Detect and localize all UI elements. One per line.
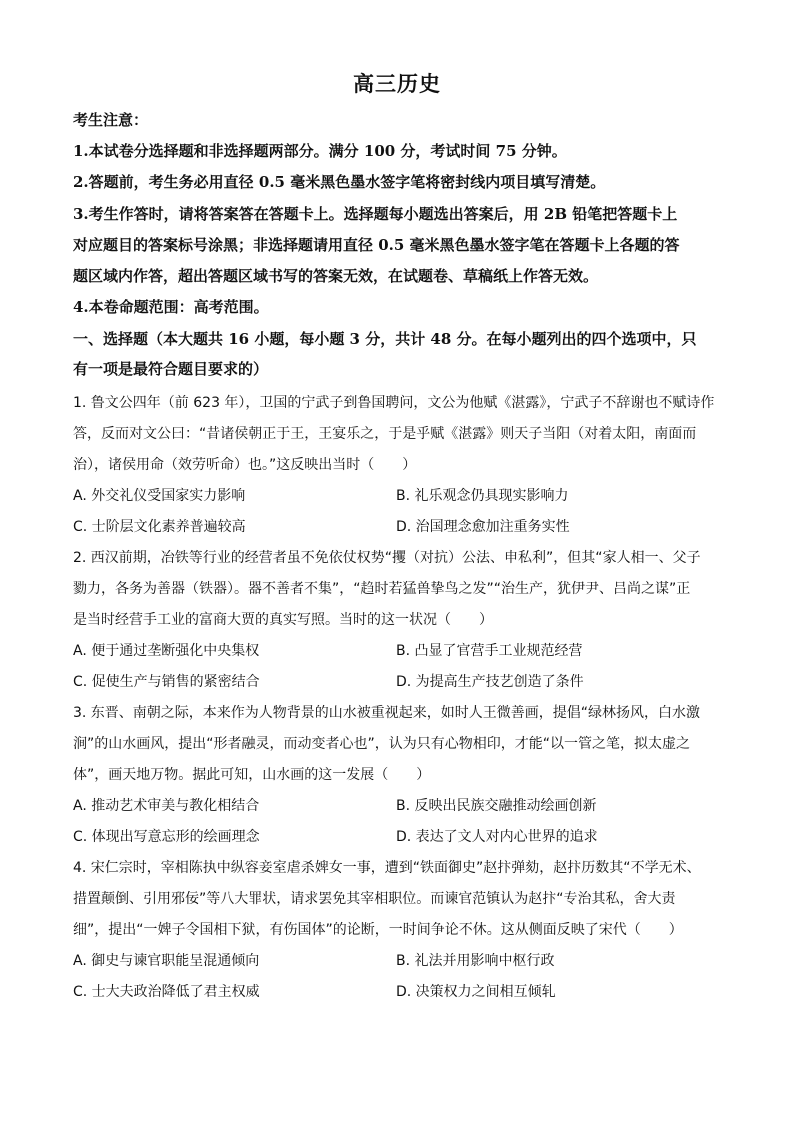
- question-1-option-b: B. 礼乐观念仍具现实影响力: [396, 488, 569, 504]
- question-2-option-c: C. 促使生产与销售的紧密结合: [73, 674, 260, 690]
- question-4-text: 细”，提出“一婢子令国相下狱，有伤国体”的论断，一时间争论不休。这从侧面反映了宋代（ ）: [73, 922, 683, 938]
- question-3-option-a: A. 推动艺术审美与教化相结合: [73, 798, 260, 814]
- question-1-text: 治），诸侯用命（效劳听命）也。”这反映出当时（ ）: [73, 457, 417, 473]
- section-heading: 有一项是最符合题目要求的）: [73, 360, 269, 378]
- question-3-option-b: B. 反映出民族交融推动绘画创新: [396, 798, 597, 814]
- question-4-option-a: A. 御史与谏官职能呈混通倾向: [73, 953, 260, 969]
- question-3-text: 涧”的山水画风，提出“形者融灵，而动变者心也”，认为只有心物相印，才能“以一管之笔，拟太虚之: [73, 736, 691, 752]
- question-2-option-a: A. 便于通过垄断强化中央集权: [73, 643, 260, 659]
- question-1-text: 1. 鲁文公四年（前 623 年），卫国的宁武子到鲁国聘问，文公为他赋《湛露》，宁武子不辞谢也不赋诗作: [73, 395, 715, 411]
- notice-line: 对应题目的答案标号涂黑；非选择题请用直径 0.5 毫米黑色墨水签字笔在答题卡上各题的答: [73, 236, 680, 254]
- notice-line: 题区域内作答，超出答题区域书写的答案无效，在试题卷、草稿纸上作答无效。: [73, 267, 599, 285]
- question-4-text: 4. 宋仁宗时，宰相陈执中纵容妾室虐杀婢女一事，遭到“铁面御史”赵抃弹劾，赵抃历数其“不学无术、: [73, 860, 701, 876]
- notice-line: 1.本试卷分选择题和非选择题两部分。满分 100 分，考试时间 75 分钟。: [73, 142, 567, 160]
- question-1-option-d: D. 治国理念愈加注重务实性: [396, 519, 570, 535]
- question-1-option-a: A. 外交礼仪受国家实力影响: [73, 488, 246, 504]
- question-3-text: 体”，画天地万物。据此可知，山水画的这一发展（ ）: [73, 767, 431, 783]
- question-3-text: 3. 东晋、南朝之际，本来作为人物背景的山水被重视起来，如时人王微善画，提倡“绿林扬风，白水激: [73, 705, 701, 721]
- question-1-text: 答，反而对文公曰：“昔诸侯朝正于王，王宴乐之，于是乎赋《湛露》则天子当阳（对着太阳，南面而: [73, 426, 697, 442]
- question-2-text: 勠力，各务为善器（铁器）。器不善者不集”，“趋时若猛兽挚鸟之发”“治生产，犹伊尹、吕尚之谋”正: [73, 581, 691, 597]
- notice-line: 2.答题前，考生务必用直径 0.5 毫米黑色墨水签字笔将密封线内项目填写清楚。: [73, 173, 606, 191]
- question-4-option-b: B. 礼法并用影响中枢行政: [396, 953, 555, 969]
- page-title: 高三历史: [353, 71, 441, 96]
- question-2-option-d: D. 为提高生产技艺创造了条件: [396, 674, 584, 690]
- question-4-option-d: D. 决策权力之间相互倾轧: [396, 984, 556, 1000]
- section-heading: 一、选择题（本大题共 16 小题，每小题 3 分，共计 48 分。在每小题列出的四个选项中，只: [73, 330, 697, 348]
- notice-line: 3.考生作答时，请将答案答在答题卡上。选择题每小题选出答案后，用 2B 铅笔把答题卡上: [73, 205, 678, 223]
- question-4-text: 措置颠倒、引用邪佞”等八大罪状，请求罢免其宰相职位。而谏官范镇认为赵抃“专治其私，舍大责: [73, 891, 676, 907]
- question-3-option-c: C. 体现出写意忘形的绘画理念: [73, 829, 260, 845]
- question-2-option-b: B. 凸显了官营手工业规范经营: [396, 643, 583, 659]
- question-2-text: 2. 西汉前期，冶铁等行业的经营者虽不免依仗权势“攫（对抗）公法、申私利”，但其“家人相一、父子: [73, 550, 701, 566]
- notice-line: 4.本卷命题范围：高考范围。: [73, 298, 269, 316]
- question-2-text: 是当时经营手工业的富商大贾的真实写照。当时的这一状况（ ）: [73, 612, 493, 628]
- question-4-option-c: C. 士大夫政治降低了君主权威: [73, 984, 260, 1000]
- notice-heading: 考生注意：: [73, 111, 149, 129]
- question-1-option-c: C. 士阶层文化素养普遍较高: [73, 519, 246, 535]
- question-3-option-d: D. 表达了文人对内心世界的追求: [396, 829, 598, 845]
